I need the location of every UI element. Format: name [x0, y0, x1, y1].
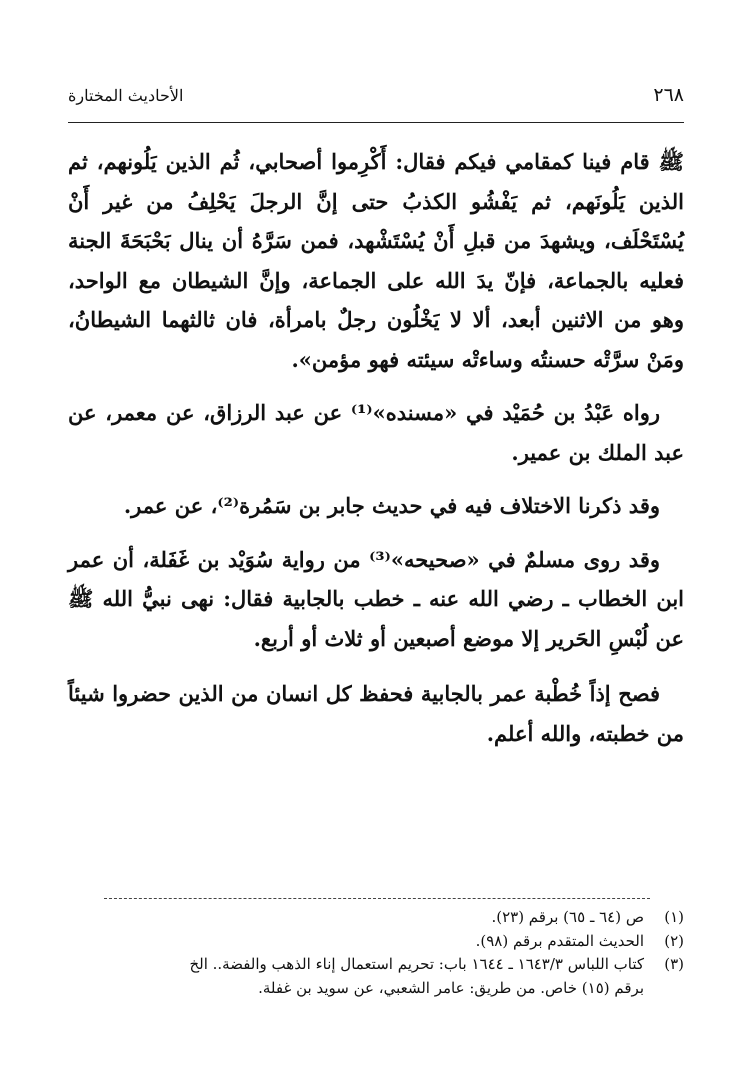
main-text	[68, 142, 684, 753]
footnote-3	[88, 953, 684, 977]
footnote-2	[88, 930, 684, 954]
paragraph-difference: وقد ذكرنا الاختلاف فيه في حديث جابر بن سَمُرة⁽²⁾، عن عمر.	[123, 493, 660, 518]
footnote-number: (٢)	[664, 931, 684, 950]
footnote-text: كتاب اللباس ١٦٤٣/٣ ـ ١٦٤٤ باب: تحريم استعمال إناء الذهب والفضة.. الخ	[189, 955, 644, 973]
footnote-number: (٣)	[664, 955, 684, 973]
page-header	[68, 84, 684, 108]
footnote-3-continuation: برقم (١٥) خاص. من طريق: عامر الشعبي، عن سويد بن غفلة.	[258, 978, 644, 997]
footnote-1	[88, 906, 684, 930]
footnote-text: ص (٦٤ ـ ٦٥) برقم (٢٣).	[491, 908, 644, 926]
footnote-text: الحديث المتقدم برقم (٩٨).	[475, 931, 644, 950]
paragraph-narration: رواه عَبْدُ بن حُمَيْد في «مسنده»⁽¹⁾ عن عبد الرزاق، عن معمر، عن عبد الملك بن عمير.	[68, 400, 684, 465]
paragraph-conclusion: فصح إذاً خُطْبة عمر بالجابية فحفظ كل انسان من الذين حضروا شيئاً من خطبته، والله أعلم.	[68, 681, 684, 746]
paragraph-hadith: ﷺ قام فينا كمقامي فيكم فقال: أَكْرِموا أصحابي، ثُم الذين يَلُونهم، ثم الذين يَلُونَهم، ثم يَفْشُو الكذبُ حتى إنَّ الرجلَ يَحْلِفُ من غير أَنْ يُسْتَحْلَف، ويشهدَ من قبلِ أَنْ يُسْتَشْهد، فمن سَرَّهُ أن ينال بَحْبَحَةَ الجنة فعليه بالجماعة، فإنّ يدَ الله على الجماعة، وإنَّ الشيطان مع الواحد، وهو من الاثنين أبعد، ألا لا يَخْلُون رجلٌ بامرأة، فان ثالثهما الشيطانُ، ومَنْ سرَّتْه حسنتُه وساءتْه سيئته فهو مؤمن».	[68, 149, 684, 372]
header-rule	[68, 122, 684, 123]
footnote-rule	[104, 898, 650, 899]
footnote-number: (١)	[664, 908, 684, 926]
paragraph-muslim: وقد روى مسلمٌ في «صحيحه»⁽³⁾ من رواية سُوَيْد بن غَفَلة، أن عمر ابن الخطاب ـ رضي الله عنه ـ خطب بالجابية فقال: نهى نبيُّ الله ﷺ عن لُبْسِ الحَرير إلا موضع أصبعين أو ثلاث أو أربع.	[68, 546, 684, 651]
page-number: ٢٦٨	[653, 84, 684, 106]
running-title: الأحاديث المختارة	[68, 86, 184, 105]
footnotes	[88, 906, 684, 1000]
